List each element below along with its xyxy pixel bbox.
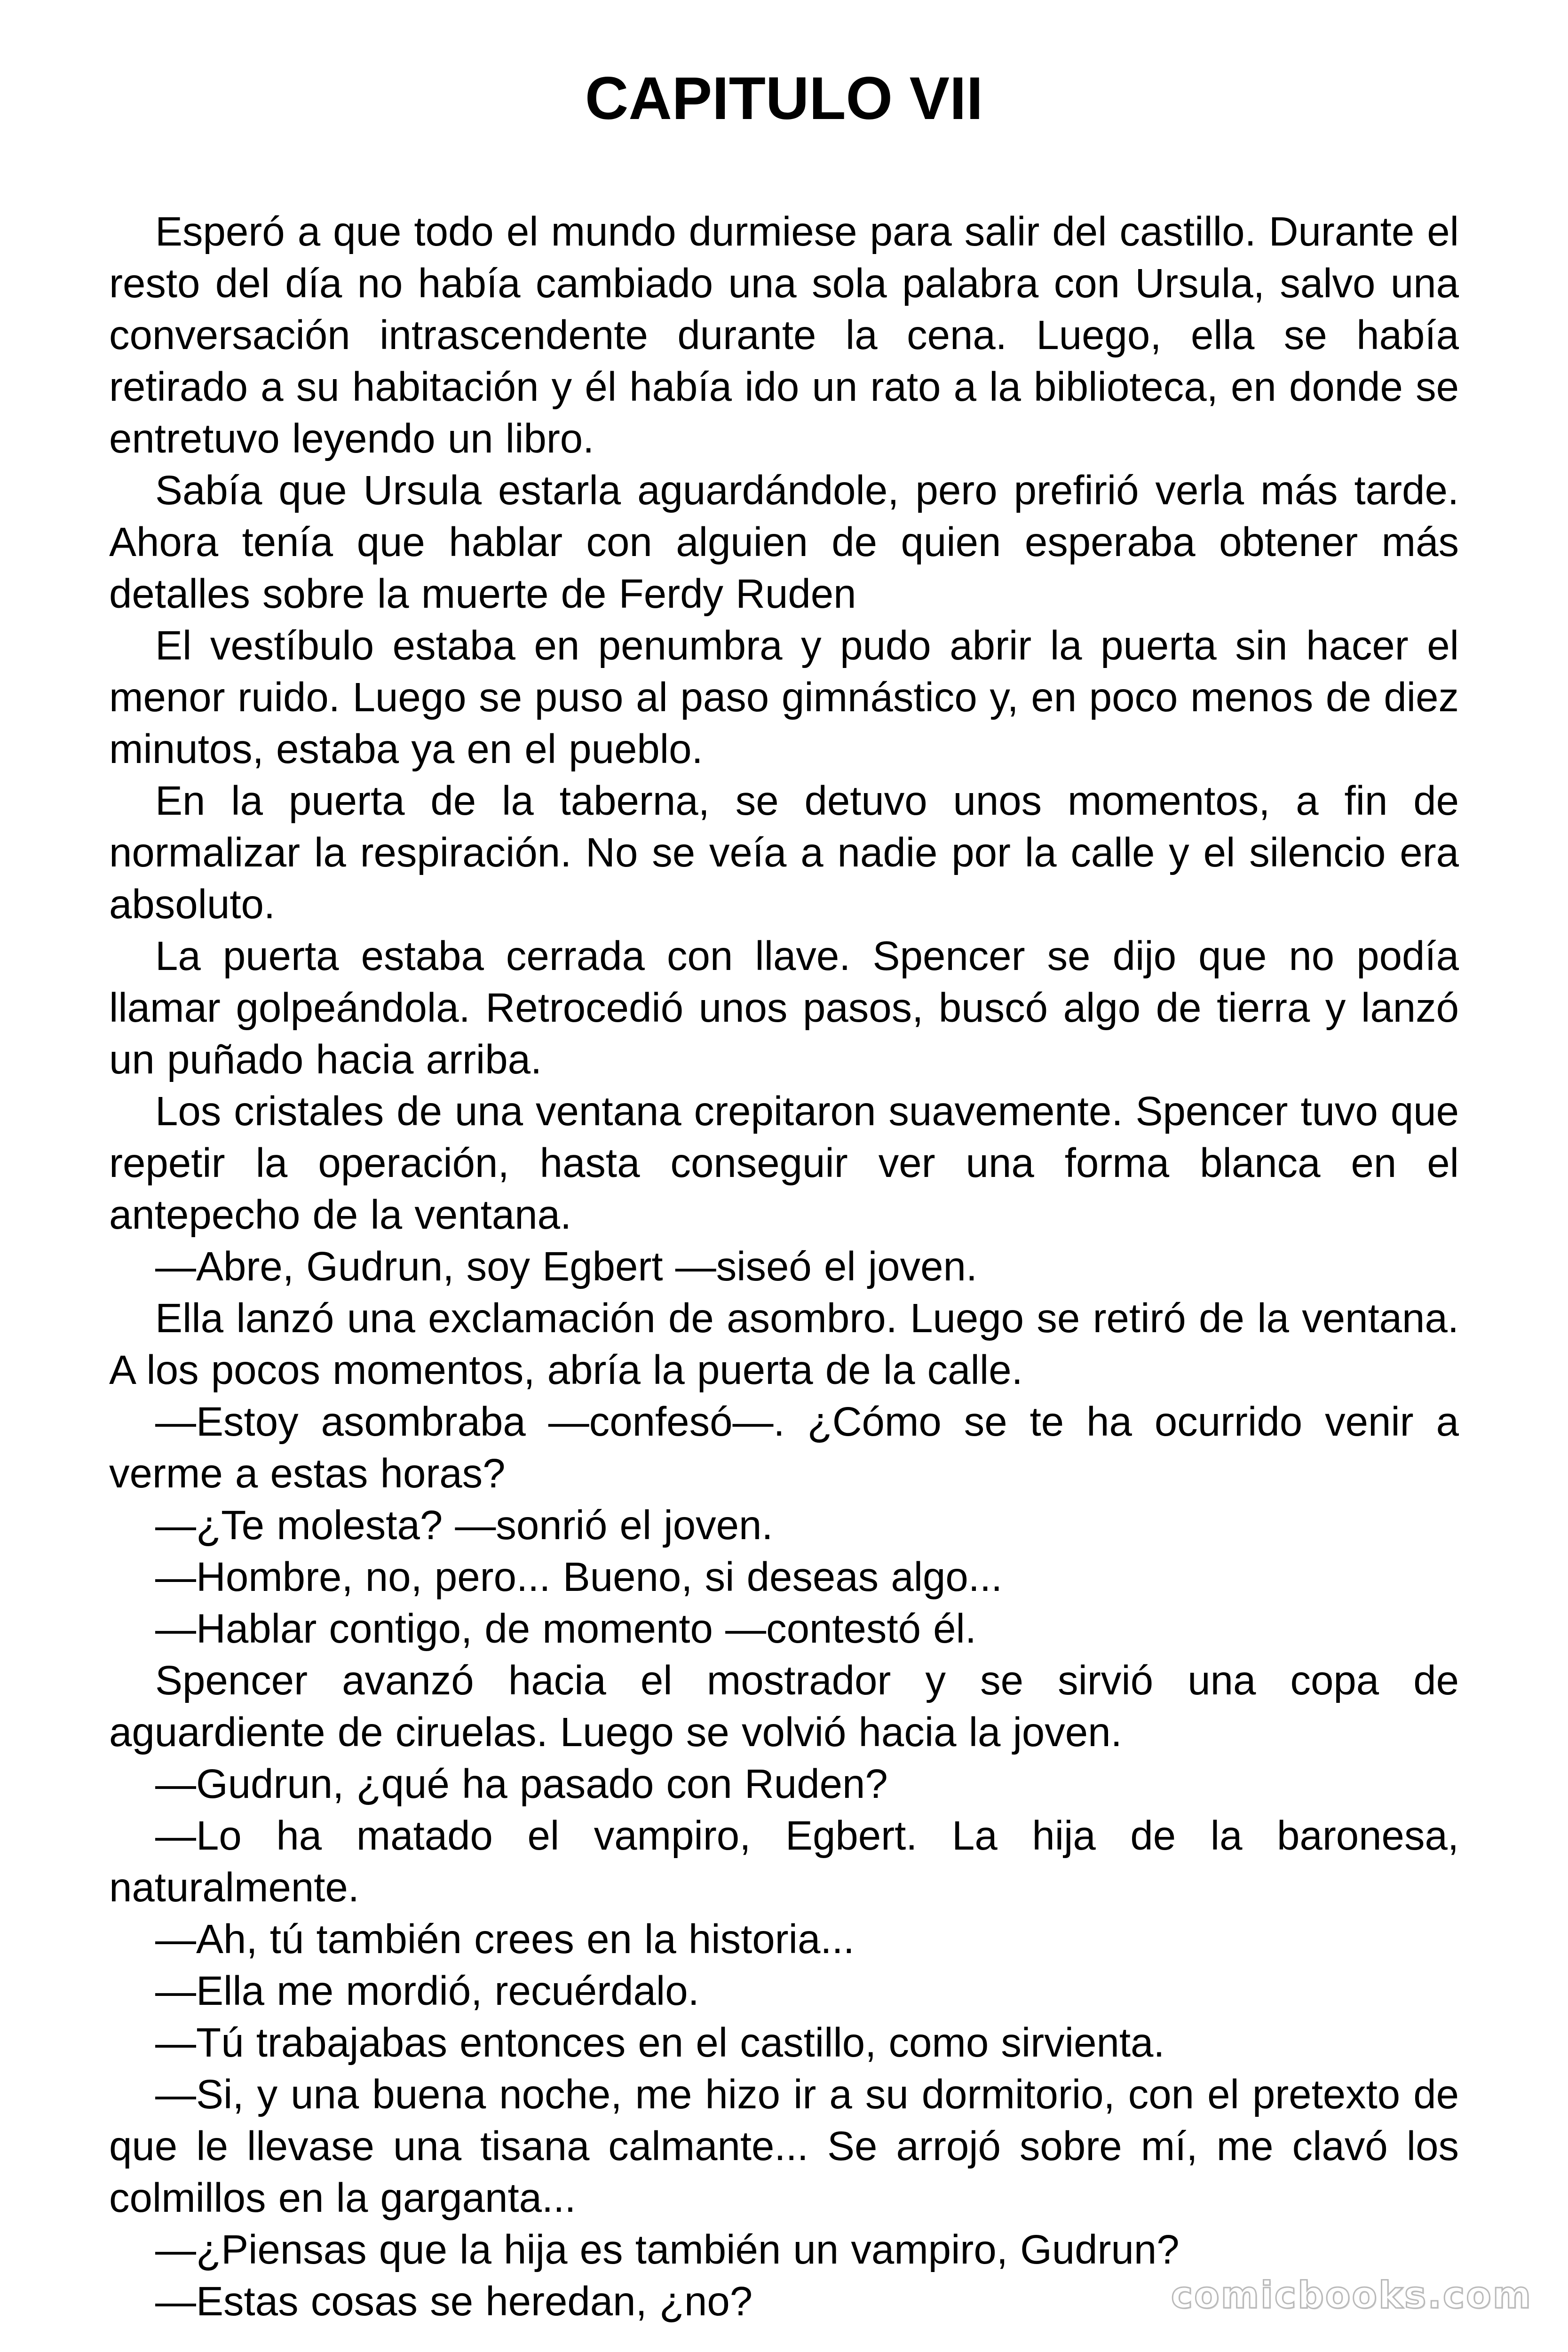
paragraph: El vestíbulo estaba en penumbra y pudo abrir la puerta sin hacer el menor ruido. Luego se puso al paso gimnástico y, en poco menos de diez minutos, estaba ya en el pueblo. <box>109 623 1459 772</box>
paragraph: Spencer avanzó hacia el mostrador y se sirvió una copa de aguardiente de ciruelas. Luego se volvió hacia la joven. <box>109 1658 1459 1755</box>
dialogue-line: —Abre, Gudrun, soy Egbert —siseó el joven. <box>155 1244 978 1289</box>
dialogue-line: —Ella me mordió, recuérdalo. <box>155 1968 699 2014</box>
dialogue-line: —Estas cosas se heredan, ¿no? <box>155 2279 753 2324</box>
paragraph: En la puerta de la taberna, se detuvo unos momentos, a fin de normalizar la respiración. No se veía a nadie por la calle y el silencio era absoluto. <box>109 778 1459 927</box>
dialogue-line: —Si, y una buena noche, me hizo ir a su dormitorio, con el pretexto de que le llevase una tisana calmante... Se arrojó sobre mí, me clavó los colmillos en la garganta... <box>109 2072 1459 2221</box>
chapter-title: CAPITULO VII <box>585 65 983 132</box>
dialogue-line: —Estoy asombraba —confesó—. ¿Cómo se te ha ocurrido venir a verme a estas horas? <box>109 1399 1459 1496</box>
paragraph: Los cristales de una ventana crepitaron suavemente. Spencer tuvo que repetir la operación, hasta conseguir ver una forma blanca en el antepecho de la ventana. <box>109 1089 1459 1238</box>
dialogue-line: —¿Te molesta? —sonrió el joven. <box>155 1502 773 1548</box>
paragraph: Sabía que Ursula estarla aguardándole, pero prefirió verla más tarde. Ahora tenía que hablar con alguien de quien esperaba obtener más detalles sobre la muerte de Ferdy Ruden <box>109 468 1459 617</box>
dialogue-line: —¿Piensas que la hija es también un vampiro, Gudrun? <box>155 2227 1180 2273</box>
dialogue-line: —Lo ha matado el vampiro, Egbert. La hija de la baronesa, naturalmente. <box>109 1813 1459 1910</box>
dialogue-line: —Ah, tú también crees en la historia... <box>155 1916 855 1962</box>
paragraph: Esperó a que todo el mundo durmiese para salir del castillo. Durante el resto del día no había cambiado una sola palabra con Ursula, salvo una conversación intrascendente durante la cena. Luego, ella se había retirado a su habitación y él había ido un rato a la biblioteca, en donde se entretuvo leyendo un libro. <box>109 209 1459 461</box>
dialogue-line: —Hombre, no, pero... Bueno, si deseas algo... <box>155 1554 1003 1600</box>
paragraph: La puerta estaba cerrada con llave. Spencer se dijo que no podía llamar golpeándola. Retrocedió unos pasos, buscó algo de tierra y lanzó un puñado hacia arriba. <box>109 933 1459 1082</box>
dialogue-line: —Hablar contigo, de momento —contestó él. <box>155 1606 977 1652</box>
dialogue-line: —Gudrun, ¿qué ha pasado con Ruden? <box>155 1761 888 1807</box>
chapter-body <box>109 206 1459 2328</box>
watermark: comicbooks.com <box>1171 2274 1532 2317</box>
paragraph: Ella lanzó una exclamación de asombro. Luego se retiró de la ventana. A los pocos momentos, abría la puerta de la calle. <box>109 1295 1459 1393</box>
dialogue-line: —Tú trabajabas entonces en el castillo, como sirvienta. <box>155 2020 1165 2066</box>
